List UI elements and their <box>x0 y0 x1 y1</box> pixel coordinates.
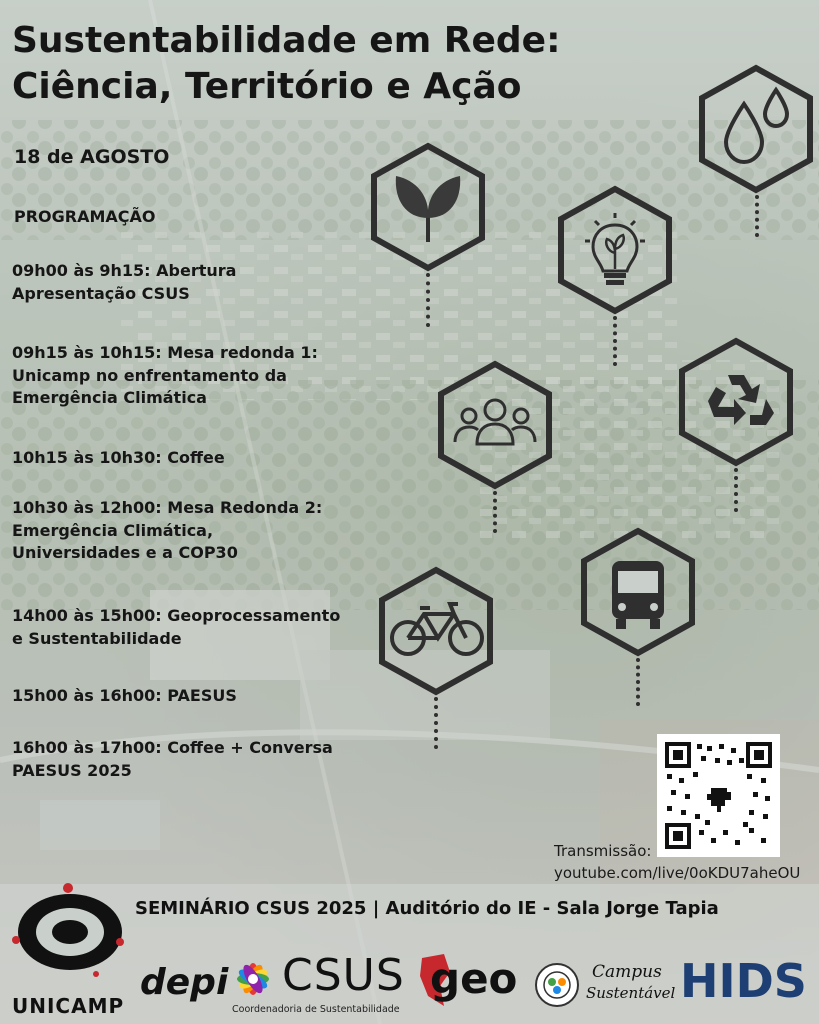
event-date: 18 de AGOSTO <box>14 146 170 168</box>
hids-logo: HIDS <box>680 954 807 1008</box>
program-item-line: Unicamp no enfrentamento da <box>12 365 287 385</box>
lightbulb-plant-icon <box>557 185 673 315</box>
circular-seal-icon <box>534 962 580 1008</box>
bus-icon <box>580 527 696 657</box>
dotted-connector <box>426 273 430 327</box>
people-group-icon <box>437 360 553 490</box>
program-item-line: Apresentação CSUS <box>12 283 190 303</box>
recycle-icon <box>678 337 794 467</box>
program-item-line: 10h30 às 12h00: Mesa Redonda 2: <box>12 498 323 517</box>
qr-code[interactable] <box>657 734 780 857</box>
csus-subtitle: Coordenadoria de Sustentabilidade <box>232 1004 400 1015</box>
event-venue: SEMINÁRIO CSUS 2025 | Auditório do IE - Sala Jorge Tapia <box>135 898 719 919</box>
dino-icon <box>707 788 731 812</box>
title-line-2: Ciência, Território e Ação <box>12 66 522 107</box>
dotted-connector <box>755 195 759 237</box>
program-item-line: 14h00 às 15h00: Geoprocessamento <box>12 606 341 625</box>
bicycle-icon <box>378 566 494 696</box>
csus-flower-icon <box>228 954 278 1004</box>
depi-logo: depi <box>140 962 229 1003</box>
program-item-line: 15h00 às 16h00: PAESUS <box>12 686 237 705</box>
program-item-line: Emergência Climática, <box>12 520 214 540</box>
dotted-connector <box>734 468 738 512</box>
program-item-line: 09h00 às 9h15: Abertura <box>12 261 237 280</box>
program-item <box>12 605 340 650</box>
program-item-line: Universidades e a COP30 <box>12 543 238 562</box>
campus-logo-bottom: Sustentável <box>586 984 676 1002</box>
title-line-1: Sustentabilidade em Rede: <box>12 20 561 61</box>
dotted-connector <box>493 491 497 533</box>
campus-logo-top: Campus <box>592 962 662 982</box>
poster-title <box>12 18 692 110</box>
csus-logo: CSUS <box>282 950 405 1001</box>
program-heading: PROGRAMAÇÃO <box>14 207 156 226</box>
dotted-connector <box>613 316 617 366</box>
qr-pattern <box>657 734 780 857</box>
geo-logo: geo <box>430 954 518 1003</box>
unicamp-logo-text: UNICAMP <box>12 994 125 1018</box>
program-item <box>12 342 318 410</box>
unicamp-logo-icon <box>8 880 136 980</box>
water-drops-icon <box>698 64 814 194</box>
transmission-link[interactable]: youtube.com/live/0oKDU7aheOU <box>554 864 801 882</box>
dotted-connector <box>434 697 438 749</box>
dotted-connector <box>636 658 640 706</box>
program-item-line: e Sustentabilidade <box>12 628 182 648</box>
program-item <box>12 260 236 305</box>
transmission-label: Transmissão: <box>554 842 652 860</box>
program-item <box>12 447 225 470</box>
program-item-line: 09h15 às 10h15: Mesa redonda 1: <box>12 343 318 362</box>
program-item-line: 16h00 às 17h00: Coffee + Conversa <box>12 738 333 757</box>
program-item <box>12 497 322 565</box>
program-item-line: 10h15 às 10h30: Coffee <box>12 448 225 467</box>
program-item <box>12 737 333 782</box>
program-item-line: Emergência Climática <box>12 388 207 407</box>
program-item-line: PAESUS 2025 <box>12 760 132 780</box>
leaves-icon <box>370 142 486 272</box>
transmission-info <box>554 840 800 884</box>
program-item <box>12 685 237 708</box>
